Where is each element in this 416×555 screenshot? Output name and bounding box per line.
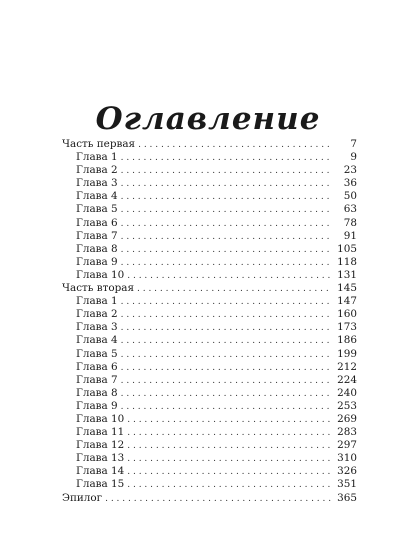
dot-leader <box>121 218 332 231</box>
dot-leader <box>121 375 332 388</box>
toc-chapter-entry <box>62 452 357 465</box>
dot-leader <box>121 362 332 375</box>
toc-chapter-entry <box>62 374 357 387</box>
toc-entry-label: Глава 6 <box>76 216 118 229</box>
dot-leader <box>127 453 332 466</box>
toc-entry-label: Глава 8 <box>76 386 118 399</box>
toc-chapter-entry <box>62 334 357 347</box>
toc-entry-page-number: 310 <box>337 452 357 465</box>
dot-leader <box>121 231 332 244</box>
dot-leader <box>121 335 332 348</box>
toc-entry-page-number: 118 <box>337 255 357 268</box>
toc-entry-page-number: 7 <box>350 138 357 150</box>
toc-chapter-entry <box>62 361 357 374</box>
dot-leader <box>127 479 332 492</box>
toc-chapter-entry <box>62 413 357 426</box>
toc-entry-page-number: 365 <box>337 491 357 504</box>
page-title: Оглавление <box>95 100 321 137</box>
dot-leader <box>137 283 332 296</box>
toc-entry-label: Эпилог <box>62 491 103 504</box>
dot-leader <box>127 427 332 440</box>
toc-entry-page-number: 63 <box>343 203 357 216</box>
toc-entry-page-number: 297 <box>337 439 357 452</box>
toc-entry-label: Глава 9 <box>76 255 118 268</box>
toc-chapter-entry <box>62 295 357 308</box>
dot-leader <box>121 191 332 204</box>
toc-entry-label: Часть вторая <box>62 282 135 295</box>
dot-leader <box>121 388 332 401</box>
toc-entry-label: Глава 15 <box>76 478 125 491</box>
toc-entry-page-number: 283 <box>337 426 357 439</box>
toc-entry-label: Часть первая <box>62 138 136 150</box>
toc-entry-label: Глава 3 <box>76 177 118 190</box>
dot-leader <box>127 466 332 479</box>
toc-entry-label: Глава 6 <box>76 360 118 373</box>
toc-entry-page-number: 351 <box>337 478 357 491</box>
toc-entry-label: Глава 1 <box>76 295 118 308</box>
toc-part-entry <box>62 282 357 295</box>
toc-entry-label: Глава 8 <box>76 242 118 255</box>
toc-chapter-entry <box>62 321 357 334</box>
toc-chapter-entry <box>62 387 357 400</box>
toc-chapter-entry <box>62 308 357 321</box>
toc-chapter-entry <box>62 478 357 491</box>
dot-leader <box>121 349 332 362</box>
toc-entry-page-number: 23 <box>343 164 357 177</box>
dot-leader <box>121 296 332 309</box>
toc-chapter-entry <box>62 243 357 256</box>
toc-part-entry <box>62 492 357 505</box>
toc-entry-label: Глава 7 <box>76 373 118 386</box>
toc-entry-label: Глава 12 <box>76 439 125 452</box>
toc-chapter-entry <box>62 203 357 216</box>
dot-leader <box>121 165 332 178</box>
toc-chapter-entry <box>62 230 357 243</box>
toc-chapter-entry <box>62 217 357 230</box>
dot-leader <box>121 322 332 335</box>
toc-entry-label: Глава 4 <box>76 190 118 203</box>
toc-entry-page-number: 36 <box>343 177 357 190</box>
toc-entry-label: Глава 10 <box>76 412 125 425</box>
toc-entry-page-number: 78 <box>343 216 357 229</box>
table-of-contents <box>62 138 357 505</box>
dot-leader <box>138 139 332 152</box>
dot-leader <box>121 152 332 165</box>
toc-entry-page-number: 105 <box>337 242 357 255</box>
dot-leader <box>127 414 332 427</box>
dot-leader <box>121 204 332 217</box>
toc-entry-page-number: 173 <box>337 321 357 334</box>
toc-entry-label: Глава 2 <box>76 164 118 177</box>
dot-leader <box>121 244 332 257</box>
toc-entry-label: Глава 7 <box>76 229 118 242</box>
dot-leader <box>121 178 332 191</box>
toc-chapter-entry <box>62 348 357 361</box>
toc-chapter-entry <box>62 426 357 439</box>
dot-leader <box>127 270 332 283</box>
toc-chapter-entry <box>62 164 357 177</box>
toc-entry-label: Глава 13 <box>76 452 125 465</box>
dot-leader <box>127 440 332 453</box>
dot-leader <box>121 401 332 414</box>
toc-entry-label: Глава 5 <box>76 203 118 216</box>
toc-entry-page-number: 131 <box>337 268 357 281</box>
toc-entry-page-number: 240 <box>337 386 357 399</box>
toc-entry-page-number: 212 <box>337 360 357 373</box>
toc-entry-page-number: 91 <box>343 229 357 242</box>
toc-entry-page-number: 147 <box>337 295 357 308</box>
toc-entry-label: Глава 9 <box>76 399 118 412</box>
dot-leader <box>121 309 332 322</box>
toc-entry-label: Глава 1 <box>76 151 118 164</box>
toc-entry-label: Глава 11 <box>76 426 125 439</box>
toc-entry-label: Глава 14 <box>76 465 125 478</box>
toc-entry-page-number: 224 <box>337 373 357 386</box>
toc-chapter-entry <box>62 269 357 282</box>
toc-chapter-entry <box>62 190 357 203</box>
toc-chapter-entry <box>62 151 357 164</box>
toc-entry-page-number: 145 <box>337 282 357 295</box>
dot-leader <box>105 493 332 506</box>
toc-chapter-entry <box>62 465 357 478</box>
dot-leader <box>121 257 332 270</box>
toc-entry-page-number: 50 <box>343 190 357 203</box>
toc-entry-label: Глава 5 <box>76 347 118 360</box>
toc-entry-page-number: 199 <box>337 347 357 360</box>
toc-chapter-entry <box>62 439 357 452</box>
toc-entry-page-number: 269 <box>337 412 357 425</box>
toc-chapter-entry <box>62 400 357 413</box>
toc-entry-page-number: 253 <box>337 399 357 412</box>
toc-chapter-entry <box>62 177 357 190</box>
toc-entry-label: Глава 3 <box>76 321 118 334</box>
toc-entry-label: Глава 10 <box>76 268 125 281</box>
toc-entry-page-number: 186 <box>337 334 357 347</box>
toc-chapter-entry <box>62 256 357 269</box>
toc-entry-page-number: 326 <box>337 465 357 478</box>
toc-entry-page-number: 160 <box>337 308 357 321</box>
toc-entry-label: Глава 2 <box>76 308 118 321</box>
toc-entry-label: Глава 4 <box>76 334 118 347</box>
toc-entry-page-number: 9 <box>350 151 357 164</box>
toc-part-entry <box>62 138 357 151</box>
